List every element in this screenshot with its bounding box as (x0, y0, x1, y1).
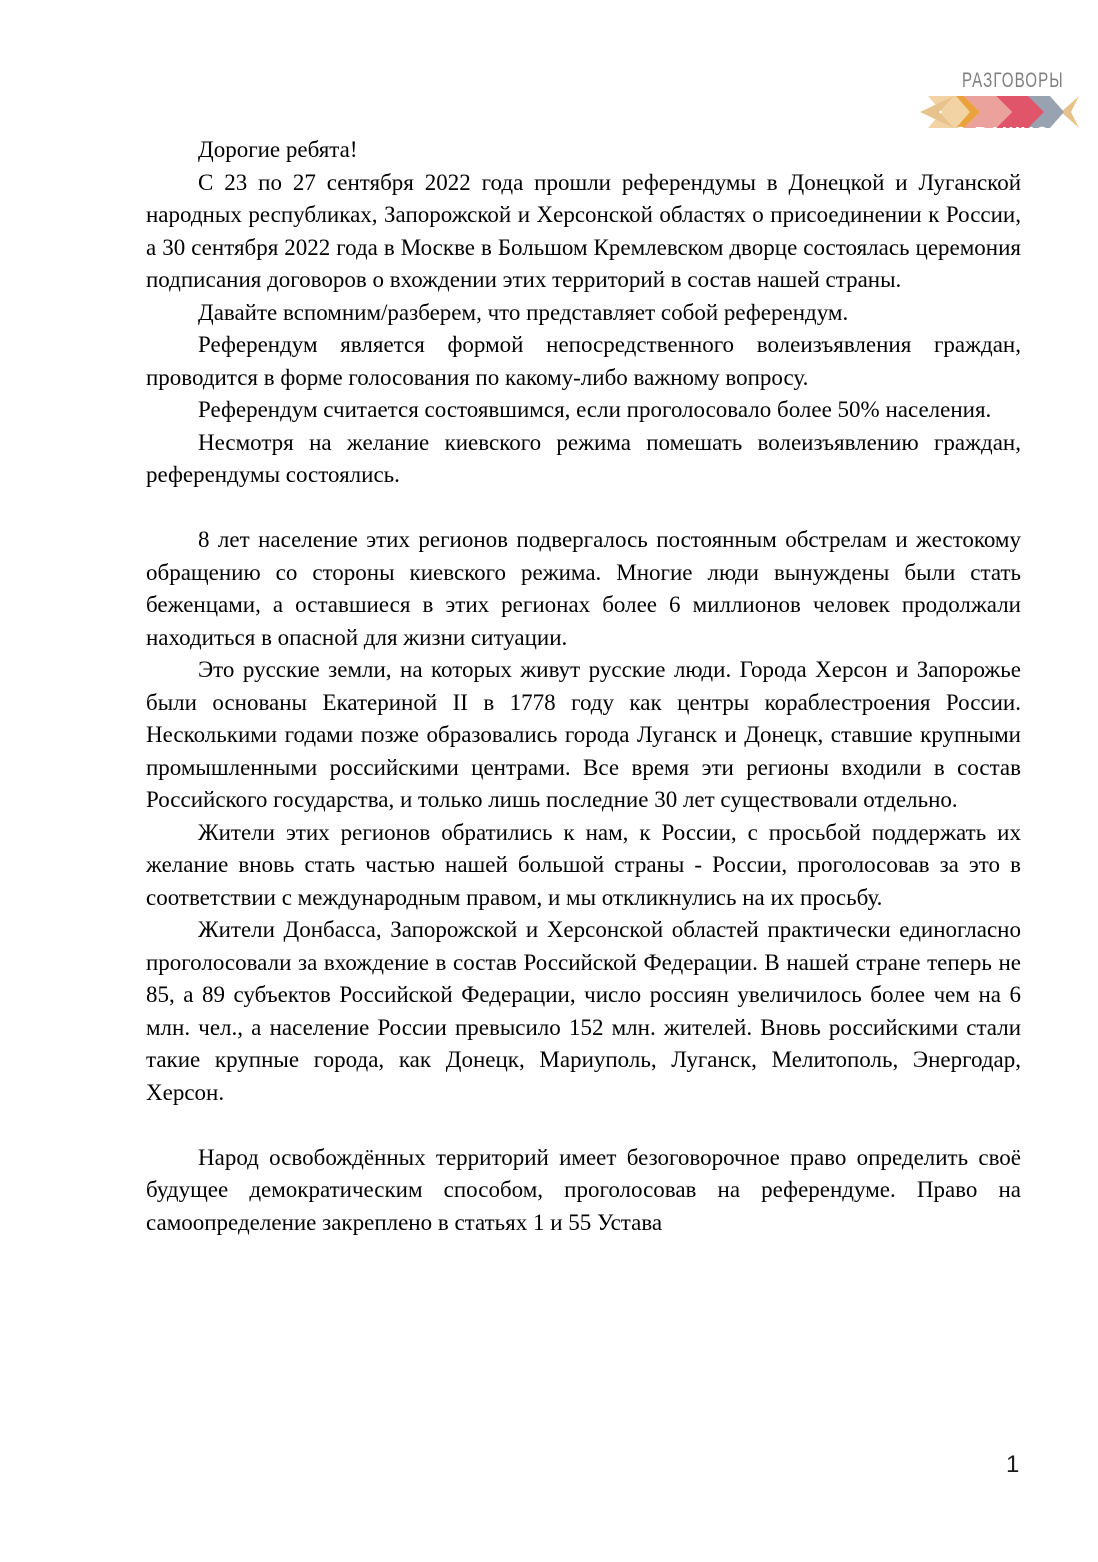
logo-subtitle-wrap (953, 120, 1098, 152)
paragraph-russian-lands: Это русские земли, на которых живут русские люди. Города Херсон и Запорожье были основаны Екатериной II в 1778 году как центры кораблестроения России. Несколькими годами позже образовались города Луганск и Донецк, ставшие крупными промышленными российскими центрами. Все время эти регионы входили в состав Российского государства, и только лишь последние 30 лет существовали отдельно. (146, 657, 1021, 812)
logo (920, 69, 1079, 151)
logo-title-wrap (962, 69, 1098, 92)
paragraph-lets-recall: Давайте вспомним/разберем, что представляет собой референдум. (198, 299, 849, 325)
logo-title: РАЗГОВОРЫ (962, 69, 1064, 92)
page-number: 1 (1006, 1451, 1020, 1478)
logo-banner (920, 96, 1079, 151)
paragraph-eight-years: 8 лет население этих регионов подвергалось постоянным обстрелам и жестокому обращению со стороны киевского режима. Многие люди вынуждены были стать беженцами, а оставшиеся в этих регионах более 6 миллионов человек продолжали находиться в опасной для жизни ситуации. (146, 527, 1021, 650)
paragraph-referendum-validity: Референдум считается состоявшимся, если проголосовало более 50% населения. (198, 397, 992, 422)
paragraph-self-determination: Народ освобождённых территорий имеет безоговорочное право определить своё будущее демократическим способом, проголосовав на референдуме. Право на самоопределение закреплено в статьях 1 и 55 Устава (146, 1144, 1021, 1235)
paragraph-donbass-vote: Жители Донбасса, Запорожской и Херсонской областей практически единогласно проголосовали за вхождение в состав Российской Федерации. В нашей стране теперь не 85, а 89 субъектов Российской Федерации, число россиян увеличилось более чем на 6 млн. чел., а население России превысило 152 млн. жителей. Вновь российскими стали такие крупные города, как Донецк, Мариуполь, Луганск, Мелитополь, Энергодар, Херсон. (146, 917, 1021, 1105)
paragraph-referendums-took-place: Несмотря на желание киевского режима помешать волеизъявлению граждан, референдумы состоялись. (146, 429, 1021, 487)
paragraph-referendum-definition: Референдум является формой непосредственного волеизъявления граждан, проводится в форме голосования по какому-либо важному вопросу. (146, 332, 1021, 390)
document-body (146, 134, 1021, 1239)
paragraph-residents-appeal: Жители этих регионов обратились к нам, к России, с просьбой поддержать их желание вновь стать частью нашей большой страны - России, проголосовав за это в соответствии с международным правом, и мы откликнулись на их просьбу. (146, 819, 1021, 910)
logo-subtitle: О ВАЖНОМ (953, 121, 1067, 151)
paragraph-referendums-held: С 23 по 27 сентября 2022 года прошли референдумы в Донецкой и Луганской народных республиках, Запорожской и Херсонской областях о присоединении к России, а 30 сентября 2022 года в Москве в Большом Кремлевском дворце состоялась церемония подписания договоров о вхождении этих территорий в состав нашей страны. (146, 169, 1021, 292)
paragraph-greeting: Дорогие ребята! (198, 137, 358, 162)
